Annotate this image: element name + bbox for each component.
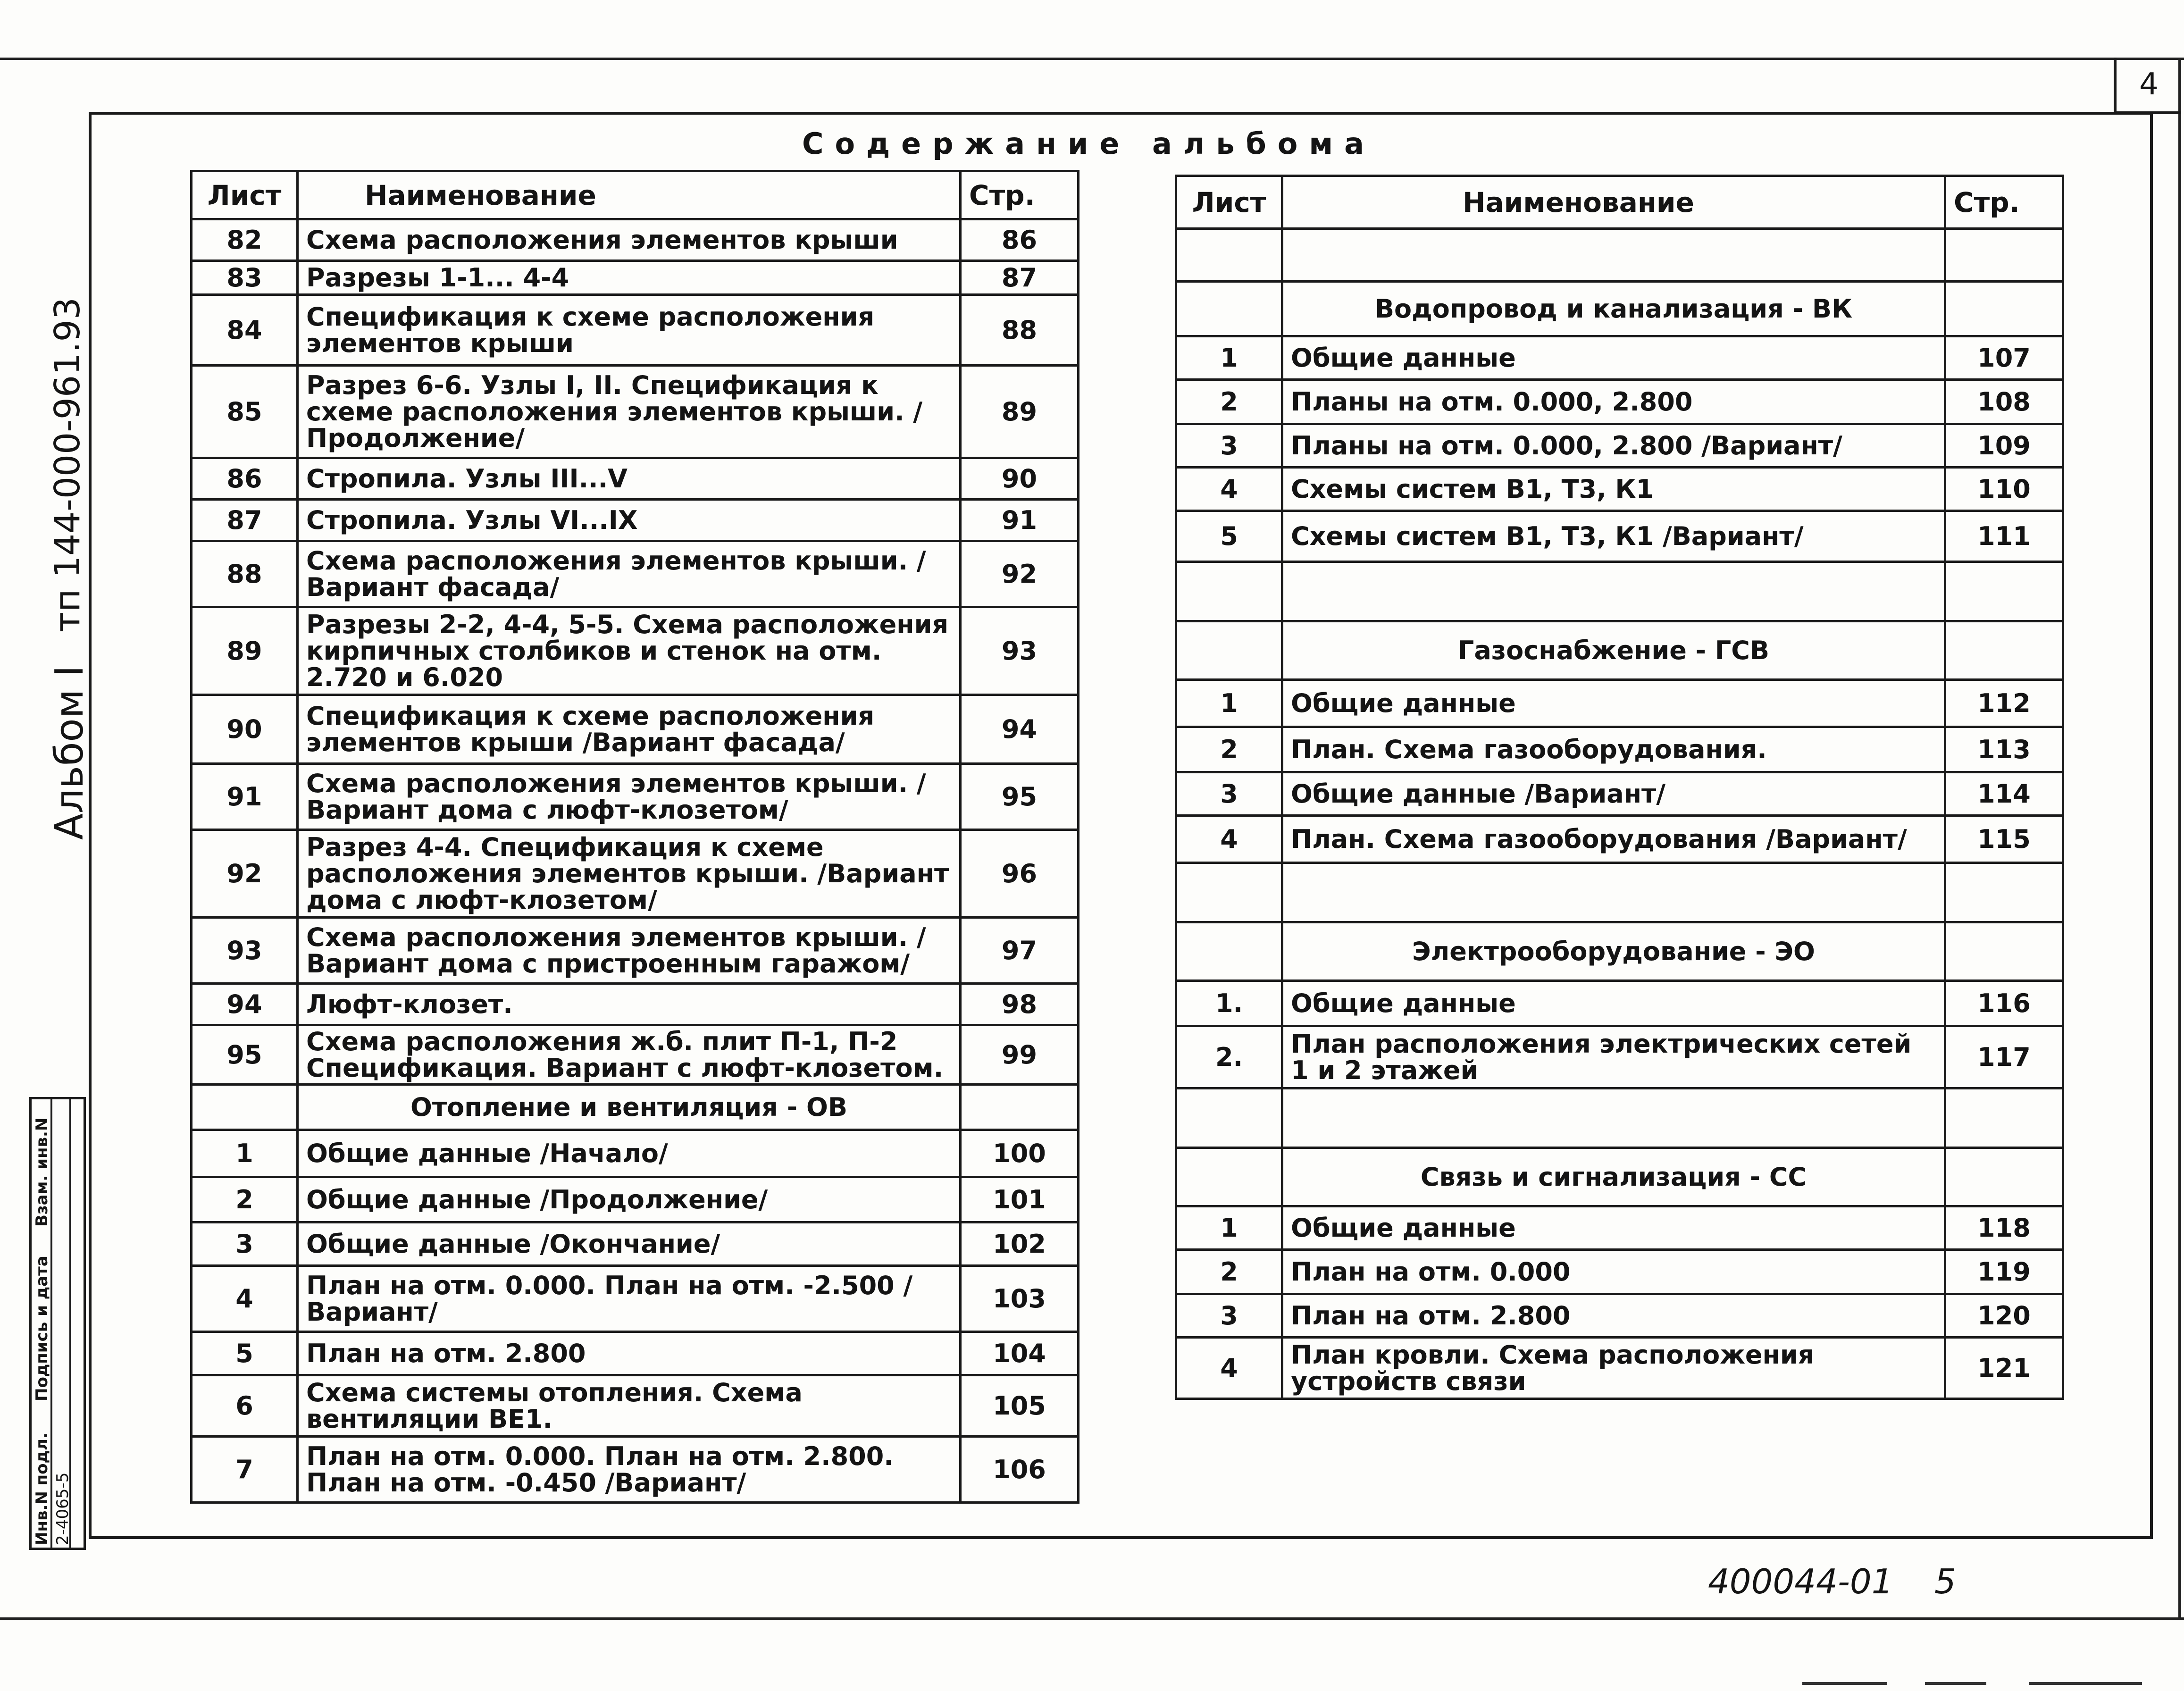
page-cell: 119 [1945,1250,2063,1294]
footer-code: 400044-01 [1708,1562,1893,1601]
table-row [1176,680,2063,727]
page-cell: 88 [961,295,1079,366]
section-title: Электрооборудование - ЭО [1282,922,1945,981]
name-cell: Разрез 6-6. Узлы I, II. Спецификация к схеме расположения элементов крыши. /Продолжение/ [298,366,961,458]
sheet-cell: 1 [192,1130,298,1177]
empty-cell [1176,1088,1282,1148]
sheet-cell: 6 [192,1375,298,1437]
name-cell: Общие данные /Начало/ [298,1130,961,1177]
header-sheet: Лист [1176,176,1282,229]
table-row [192,1266,1079,1332]
empty-cell [1282,863,1945,922]
page-cell: 101 [961,1177,1079,1222]
table-row [192,1177,1079,1222]
sheet-cell: 92 [192,830,298,918]
section-row [1176,621,2063,680]
empty-cell [1945,562,2063,621]
table-row [192,458,1079,500]
page-cell: 98 [961,984,1079,1025]
empty-cell [1176,1148,1282,1206]
name-cell: План на отм. 0.000 [1282,1250,1945,1294]
table-header-row [1176,176,2063,229]
table-header-row [192,171,1079,219]
page-title: Содержание альбома [802,126,1375,161]
table-row [192,695,1079,764]
name-cell: Схема расположения элементов крыши [298,219,961,261]
section-title: Связь и сигнализация - СС [1282,1148,1945,1206]
name-cell: Общие данные [1282,981,1945,1026]
empty-cell [1176,229,1282,282]
sheet-cell: 94 [192,984,298,1025]
sheet-number: 4 [2139,67,2159,102]
sheet-cell: 84 [192,295,298,366]
table-row [192,1025,1079,1085]
table-row [192,500,1079,541]
page-cell: 89 [961,366,1079,458]
sheet-cell: 82 [192,219,298,261]
empty-row [1176,863,2063,922]
table-row [192,1222,1079,1266]
top-border-line [0,58,2184,60]
page-cell: 114 [1945,772,2063,816]
sheet-cell: 86 [192,458,298,500]
sheet-cell: 90 [192,695,298,764]
name-cell: План на отм. 2.800 [298,1332,961,1375]
sheet-cell: 2 [192,1177,298,1222]
page-cell: 118 [1945,1206,2063,1250]
table-row [192,295,1079,366]
section-title: Водопровод и канализация - ВК [1282,282,1945,336]
empty-cell [1176,621,1282,680]
table-row [1176,816,2063,863]
page-cell: 120 [1945,1294,2063,1338]
name-cell: Общие данные /Окончание/ [298,1222,961,1266]
table-row [1176,981,2063,1026]
sheet-cell: 3 [1176,772,1282,816]
name-cell: Общие данные /Вариант/ [1282,772,1945,816]
page-cell: 92 [961,541,1079,607]
name-cell: План кровли. Схема расположения устройств связи [1282,1338,1945,1399]
empty-cell [1282,229,1945,282]
page-cell: 107 [1945,336,2063,380]
table-row [192,764,1079,830]
table-row [192,830,1079,918]
page-cell: 95 [961,764,1079,830]
section-row [192,1085,1079,1130]
name-cell: Спецификация к схеме расположения элементов крыши /Вариант фасада/ [298,695,961,764]
footer-page: 5 [1934,1562,1956,1601]
name-cell: План на отм. 0.000. План на отм. -2.500 /Вариант/ [298,1266,961,1332]
sheet-cell: 4 [1176,468,1282,511]
header-name: Наименование [1282,176,1945,229]
stamp-inv-value: 2-4065-5 [53,1472,72,1545]
page-cell: 94 [961,695,1079,764]
empty-cell [1945,282,2063,336]
page-cell: 108 [1945,380,2063,424]
sheet-cell: 2. [1176,1026,1282,1088]
name-cell: Разрезы 2-2, 4-4, 5-5. Схема расположения кирпичных столбиков и стенок на отм. 2.720 и 6.020 [298,607,961,695]
sheet-cell: 2 [1176,727,1282,772]
contents-table-left [190,170,1079,1504]
page-cell: 97 [961,918,1079,984]
name-cell: Схема расположения элементов крыши. /Вариант фасада/ [298,541,961,607]
name-cell: Стропила. Узлы VI...IX [298,500,961,541]
bottom-dash [1925,1682,1986,1685]
header-sheet: Лист [192,171,298,219]
empty-cell [192,1085,298,1130]
name-cell: Общие данные [1282,1206,1945,1250]
table-row [192,1332,1079,1375]
sheet-cell: 89 [192,607,298,695]
table-row [192,1130,1079,1177]
empty-cell [1176,282,1282,336]
sheet-cell: 83 [192,261,298,295]
sheet-cell: 4 [192,1266,298,1332]
approval-stamp [29,1097,86,1550]
name-cell: План на отм. 0.000. План на отм. 2.800. План на отм. -0.450 /Вариант/ [298,1437,961,1503]
table-row [192,261,1079,295]
empty-cell [1282,1088,1945,1148]
empty-row [1176,562,2063,621]
sheet-cell: 85 [192,366,298,458]
page-cell: 111 [1945,511,2063,562]
name-cell: Планы на отм. 0.000, 2.800 [1282,380,1945,424]
sheet-cell: 91 [192,764,298,830]
side-drawing-code: тп 144-000-961.93 [47,297,88,632]
page-cell: 86 [961,219,1079,261]
table-row [1176,1338,2063,1399]
name-cell: Схемы систем В1, Т3, К1 [1282,468,1945,511]
sheet-cell: 5 [1176,511,1282,562]
table-row [1176,468,2063,511]
page-cell: 102 [961,1222,1079,1266]
stamp-sign: Подпись и дата [33,1256,51,1401]
table-row [1176,1294,2063,1338]
page-cell: 121 [1945,1338,2063,1399]
sheet-cell: 1 [1176,336,1282,380]
page-cell: 104 [961,1332,1079,1375]
sheet-cell: 95 [192,1025,298,1085]
name-cell: Общие данные [1282,680,1945,727]
table-row [1176,1026,2063,1088]
sheet-cell: 4 [1176,816,1282,863]
right-border-line [2178,58,2181,1619]
name-cell: Люфт-клозет. [298,984,961,1025]
name-cell: План. Схема газооборудования. [1282,727,1945,772]
table-row [1176,772,2063,816]
name-cell: Стропила. Узлы III...V [298,458,961,500]
table-row [192,984,1079,1025]
page-cell: 93 [961,607,1079,695]
name-cell: Схема расположения ж.б. плит П-1, П-2 Спецификация. Вариант с люфт-клозетом. [298,1025,961,1085]
sheet-cell: 3 [1176,424,1282,468]
table-row [192,366,1079,458]
sheet-cell: 4 [1176,1338,1282,1399]
bottom-dash [1802,1682,1887,1685]
table-row [1176,380,2063,424]
name-cell: Схема системы отопления. Схема вентиляции ВЕ1. [298,1375,961,1437]
table-row [192,219,1079,261]
page-cell: 109 [1945,424,2063,468]
empty-cell [1282,562,1945,621]
sheet-cell: 2 [1176,1250,1282,1294]
sheet-cell: 3 [192,1222,298,1266]
page-cell: 90 [961,458,1079,500]
name-cell: Общие данные [1282,336,1945,380]
stamp-inv: Инв.N подл. [33,1432,51,1545]
empty-cell [1176,922,1282,981]
table-row [1176,336,2063,380]
page-cell: 87 [961,261,1079,295]
sheet-cell: 5 [192,1332,298,1375]
page-cell: 96 [961,830,1079,918]
table-row [192,1437,1079,1503]
page-cell: 116 [1945,981,2063,1026]
page-cell: 105 [961,1375,1079,1437]
header-page: Стр. [961,171,1079,219]
table-row [192,607,1079,695]
bottom-border-line [0,1617,2184,1620]
sheet-cell: 2 [1176,380,1282,424]
page-cell: 106 [961,1437,1079,1503]
table-row [1176,424,2063,468]
header-name: Наименование [298,171,961,219]
name-cell: Спецификация к схеме расположения элементов крыши [298,295,961,366]
empty-cell [1945,1088,2063,1148]
sheet-cell: 1 [1176,1206,1282,1250]
name-cell: Общие данные /Продолжение/ [298,1177,961,1222]
side-album-label: Альбом I [47,665,92,840]
empty-row [1176,229,2063,282]
empty-cell [1945,922,2063,981]
page-cell: 113 [1945,727,2063,772]
sheet-cell: 7 [192,1437,298,1503]
section-title: Газоснабжение - ГСВ [1282,621,1945,680]
stamp-vzam: Взам. инв.N [33,1117,51,1227]
empty-cell [961,1085,1079,1130]
sheet-cell: 1. [1176,981,1282,1026]
header-page: Стр. [1945,176,2063,229]
empty-row [1176,1088,2063,1148]
section-row [1176,1148,2063,1206]
page-cell: 99 [961,1025,1079,1085]
sheet-cell: 88 [192,541,298,607]
table-row [1176,1206,2063,1250]
table-row [192,1375,1079,1437]
page-cell: 117 [1945,1026,2063,1088]
sheet-cell: 93 [192,918,298,984]
table-row [192,541,1079,607]
page-cell: 103 [961,1266,1079,1332]
table-row [1176,1250,2063,1294]
empty-cell [1176,562,1282,621]
empty-cell [1945,1148,2063,1206]
name-cell: Схема расположения элементов крыши. /Вариант дома с пристроенным гаражом/ [298,918,961,984]
contents-table-right [1175,175,2064,1400]
page-cell: 115 [1945,816,2063,863]
sheet-cell: 3 [1176,1294,1282,1338]
name-cell: Разрез 4-4. Спецификация к схеме расположения элементов крыши. /Вариант дома с люфт-клозетом/ [298,830,961,918]
table-row [1176,511,2063,562]
name-cell: План. Схема газооборудования /Вариант/ [1282,816,1945,863]
name-cell: План на отм. 2.800 [1282,1294,1945,1338]
name-cell: Разрезы 1-1... 4-4 [298,261,961,295]
section-row [1176,282,2063,336]
section-row [1176,922,2063,981]
sheet-cell: 1 [1176,680,1282,727]
name-cell: План расположения электрических сетей 1 и 2 этажей [1282,1026,1945,1088]
page-cell: 100 [961,1130,1079,1177]
sheet-number-box [2114,58,2181,114]
name-cell: Схема расположения элементов крыши. /Вариант дома с люфт-клозетом/ [298,764,961,830]
section-title: Отопление и вентиляция - ОВ [298,1085,961,1130]
empty-cell [1945,863,2063,922]
page-cell: 91 [961,500,1079,541]
name-cell: Планы на отм. 0.000, 2.800 /Вариант/ [1282,424,1945,468]
empty-cell [1945,229,2063,282]
page-cell: 112 [1945,680,2063,727]
sheet-cell: 87 [192,500,298,541]
table-row [1176,727,2063,772]
empty-cell [1945,621,2063,680]
table-row [192,918,1079,984]
bottom-dash [2029,1682,2142,1685]
page-cell: 110 [1945,468,2063,511]
empty-cell [1176,863,1282,922]
name-cell: Схемы систем В1, Т3, К1 /Вариант/ [1282,511,1945,562]
